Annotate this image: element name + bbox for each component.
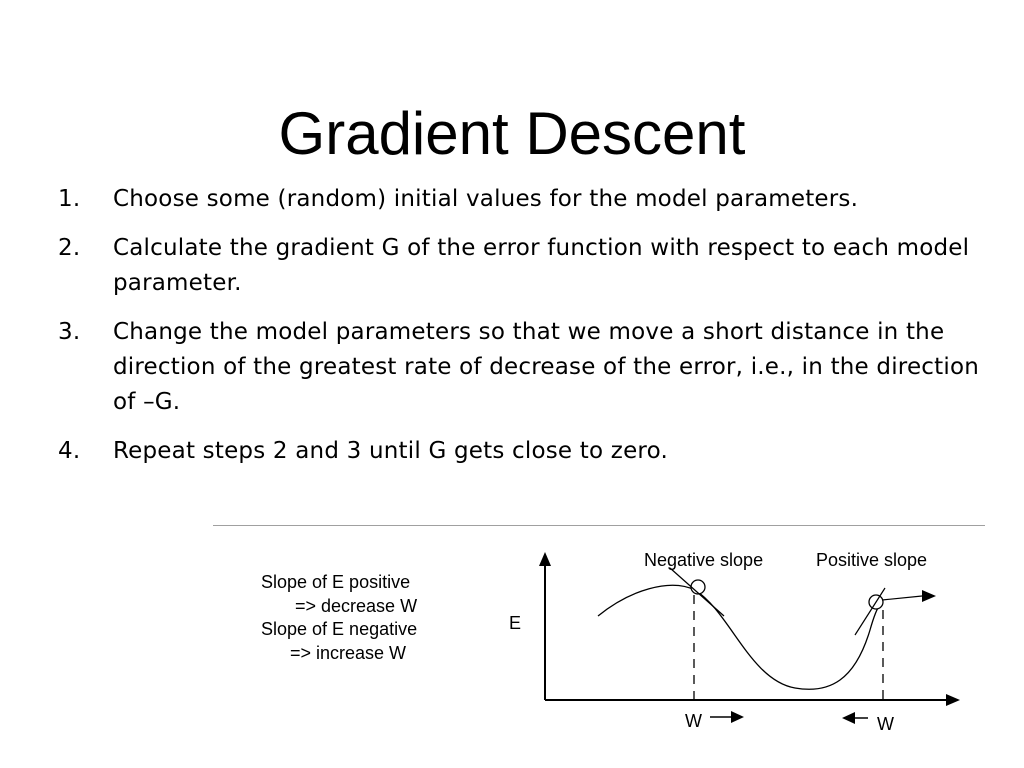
divider-line bbox=[213, 525, 985, 526]
error-curve bbox=[598, 585, 880, 689]
w-label-left: W bbox=[685, 711, 702, 731]
positive-slope-arrowhead bbox=[922, 590, 936, 602]
figure-svg bbox=[250, 540, 970, 740]
gradient-descent-figure bbox=[250, 540, 970, 740]
positive-slope-arrow-line bbox=[882, 596, 922, 600]
note-slope-positive: Slope of E positive bbox=[261, 572, 411, 592]
step-number: 2. bbox=[58, 235, 81, 261]
step-text: Choose some (random) initial values for the model parameters. bbox=[113, 186, 859, 212]
step-number: 1. bbox=[58, 186, 81, 212]
y-axis-arrowhead bbox=[539, 552, 551, 566]
slide-title: Gradient Descent bbox=[278, 100, 746, 167]
note-increase-w: => increase W bbox=[290, 643, 407, 663]
w-right-arrowhead bbox=[842, 712, 855, 724]
w-label-right: W bbox=[877, 714, 894, 734]
note-slope-negative: Slope of E negative bbox=[261, 619, 418, 639]
w-left-arrowhead bbox=[731, 711, 744, 723]
negative-slope-label: Negative slope bbox=[644, 550, 764, 570]
negative-slope-tangent bbox=[670, 568, 724, 616]
step-text: Calculate the gradient G of the error function with respect to each model parameter. bbox=[113, 235, 970, 296]
note-decrease-w: => decrease W bbox=[295, 596, 418, 616]
step-text: Change the model parameters so that we move a short distance in the direction of the greatest rate of decrease of the error, i.e., in the direction of –G. bbox=[113, 319, 980, 415]
step-number: 4. bbox=[58, 438, 81, 464]
step-item bbox=[58, 315, 1008, 420]
positive-slope-label: Positive slope bbox=[816, 550, 928, 570]
step-item bbox=[58, 231, 1008, 301]
steps-list bbox=[58, 182, 1008, 483]
y-axis-label: E bbox=[509, 613, 522, 633]
step-item bbox=[58, 434, 1008, 469]
step-number: 3. bbox=[58, 319, 81, 345]
step-item bbox=[58, 182, 1008, 217]
negative-slope-point bbox=[691, 580, 705, 594]
step-text: Repeat steps 2 and 3 until G gets close to zero. bbox=[113, 438, 668, 464]
x-axis-arrowhead bbox=[946, 694, 960, 706]
